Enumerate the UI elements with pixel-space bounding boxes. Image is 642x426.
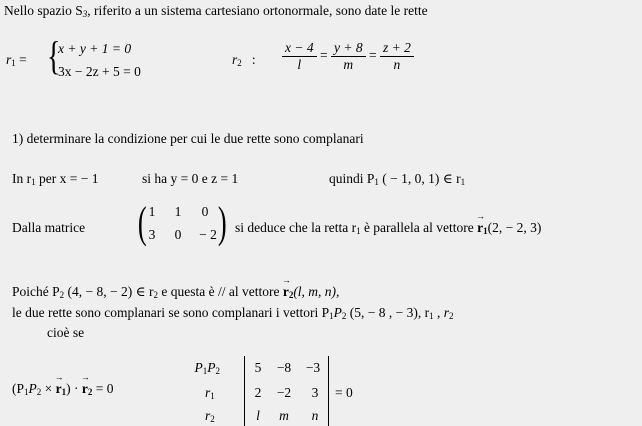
- r2-label: $r_2$ :: [232, 52, 256, 68]
- det-row-label: $r_1$: [205, 385, 215, 401]
- det-cell: 5: [254, 360, 262, 375]
- complanari-line: le due rette sono complanari se sono complanari i vettori $P_1P_2$ (5, − 8 , − 3), $r_1$ , $r_2$: [12, 305, 454, 321]
- r2-equation: $\frac{x - 4}{l}$ = $\frac{y + 8}{m}$ = $\frac{z + 2}{n}$: [282, 40, 414, 73]
- r1-label: $r_1$ =: [6, 52, 27, 68]
- question-1: 1) determinare la condizione per cui le due rette sono complanari: [12, 131, 364, 146]
- det-row-label: $P_1P_2$: [194, 360, 220, 376]
- det-right-bar: [328, 356, 329, 426]
- matrice-label: Dalla matrice: [12, 220, 86, 235]
- si-ha-line: si ha y = 0 e z = 1: [142, 171, 239, 186]
- det-equals-zero: = 0: [335, 385, 353, 400]
- poiche-line: Poiché $P_2$ (4, − 8, − 2) ∈ $r_2$ e questa è // al vettore → $r_2(l$, m, n),: [12, 284, 339, 300]
- matrix-1-cell: − 2: [199, 227, 217, 242]
- triple-product: ($P_1P_2$ × → $r_1$) · → $r_2 = 0$: [12, 381, 114, 397]
- intro-line: Nello spazio $S_3$, riferito a un sistema cartesiano ortonormale, sono date le rette: [4, 3, 428, 19]
- det-row-label: $r_2$: [205, 408, 215, 424]
- det-cell: l: [256, 408, 260, 423]
- det-cell: −2: [276, 385, 292, 400]
- det-cell: −8: [276, 360, 292, 375]
- det-cell: 2: [254, 385, 262, 400]
- r1-brace: {: [47, 33, 61, 78]
- det-cell: n: [311, 408, 319, 423]
- matrix-1-cell: 1: [174, 204, 182, 219]
- matrix-1-cell: 0: [174, 227, 182, 242]
- det-cell: m: [279, 408, 289, 423]
- det-cell: 3: [311, 385, 319, 400]
- det-cell: −3: [305, 360, 321, 375]
- matrix-1-cell: 1: [148, 204, 156, 219]
- quindi-line: quindi $P_1$ ( − 1, 0, 1) ∈ $r_1$: [329, 171, 466, 187]
- r1-equation-1: x + y + 1 = 0: [58, 41, 132, 56]
- matrix-1-cell: 0: [201, 204, 209, 219]
- r1-equation-2: 3x − 2z + 5 = 0: [58, 64, 141, 79]
- deduce-line: si deduce che la retta $r_1$ è parallela al vettore → $r_1(2$, − 2, 3): [235, 220, 541, 236]
- matrix-1-cell: 3: [148, 227, 156, 242]
- matrix-1: ( ) 1 1 0 3 0 − 2: [137, 198, 227, 247]
- cioe-se-line: cioè se: [47, 325, 85, 340]
- in-r1-line: In $r_1$ per x = − 1: [12, 171, 99, 187]
